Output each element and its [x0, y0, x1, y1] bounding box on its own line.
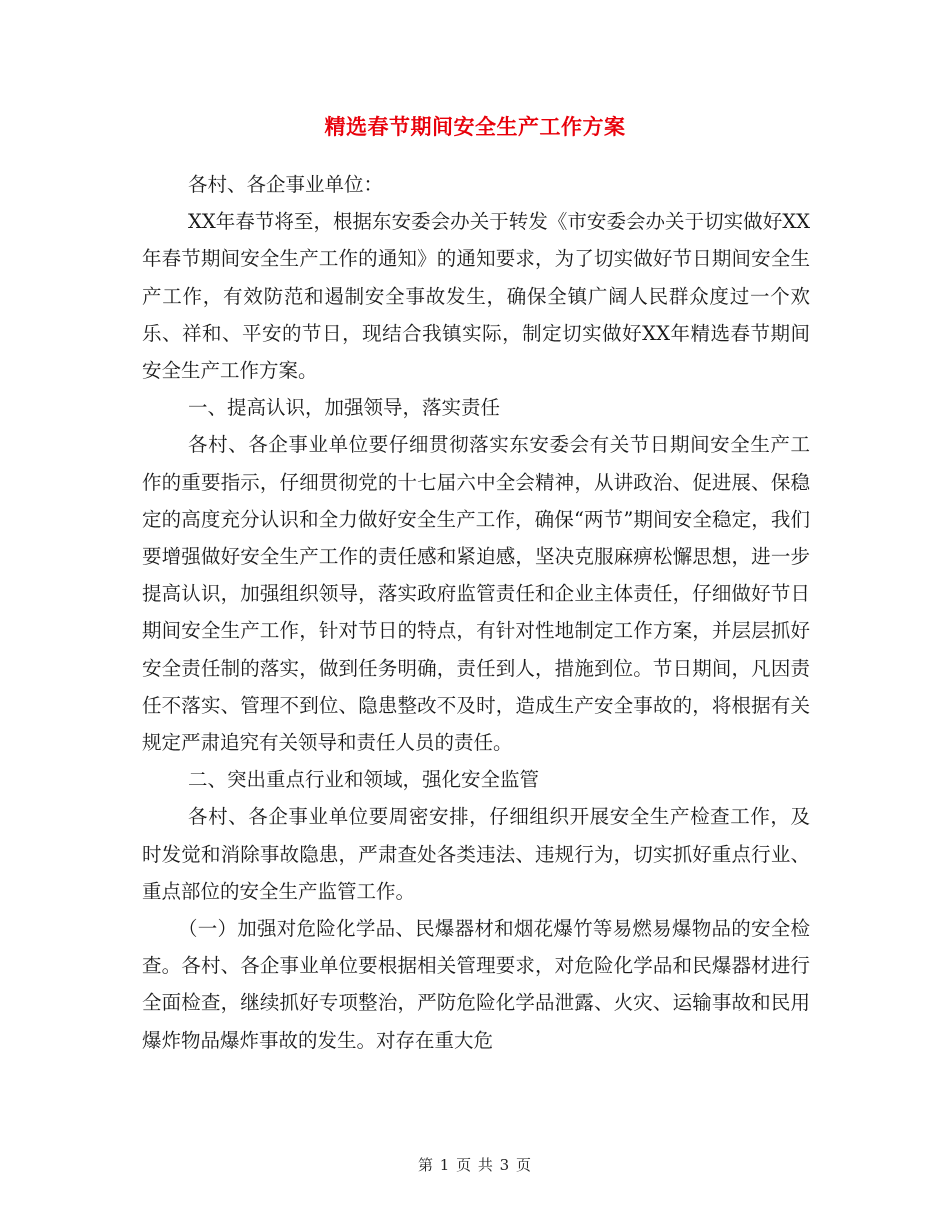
salutation-paragraph: 各村、各企事业单位：	[188, 173, 384, 196]
intro-paragraph: XX年春节将至，根据东安委会办关于转发《市安委会办关于切实做好XX年春节期间安全生产工作的通知》的通知要求，为了切实做好节日期间安全生产工作，有效防范和遏制安全事故发生，确保全镇广阔人民群众度过一个欢乐、祥和、平安的节日，现结合我镇实际，制定切实做好XX年精选春节期间安全生产工作方案。	[142, 210, 810, 383]
document-body	[142, 166, 810, 1059]
section-heading-1: 一、提高认识，加强领导，落实责任	[188, 396, 501, 420]
section-1-paragraph: 各村、各企事业单位要仔细贯彻落实东安委会有关节日期间安全生产工作的重要指示，仔细贯彻党的十七届六中全会精神，从讲政治、促进展、保稳定的高度充分认识和全力做好安全生产工作，确保“两节”期间安全稳定，我们要增强做好安全生产工作的责任感和紧迫感，坚决克服麻痹松懈思想，进一步提高认识，加强组织领导，落实政府监管责任和企业主体责任，仔细做好节日期间安全生产工作，针对节日的特点，有针对性地制定工作方案，并层层抓好安全责任制的落实，做到任务明确，责任到人，措施到位。节日期间，凡因责任不落实、管理不到位、隐患整改不及时，造成生产安全事故的，将根据有关规定严肃追究有关领导和责任人员的责任。	[142, 433, 810, 755]
section-heading-2: 二、突出重点行业和领域，强化安全监管	[188, 768, 540, 792]
subsection-1-paragraph: （一）加强对危险化学品、民爆器材和烟花爆竹等易燃易爆物品的安全检查。各村、各企事业单位要根据相关管理要求，对危险化学品和民爆器材进行全面检查，继续抓好专项整治，严防危险化学品泄露、火灾、运输事故和民用爆炸物品爆炸事故的发生。对存在重大危	[142, 917, 810, 1052]
page-footer: 第 1 页 共 3 页	[418, 1156, 532, 1174]
section-2-paragraph: 各村、各企事业单位要周密安排，仔细组织开展安全生产检查工作，及时发觉和消除事故隐患，严肃查处各类违法、违规行为，切实抓好重点行业、重点部位的安全生产监管工作。	[142, 805, 810, 903]
document-title: 精选春节期间安全生产工作方案	[324, 114, 626, 139]
